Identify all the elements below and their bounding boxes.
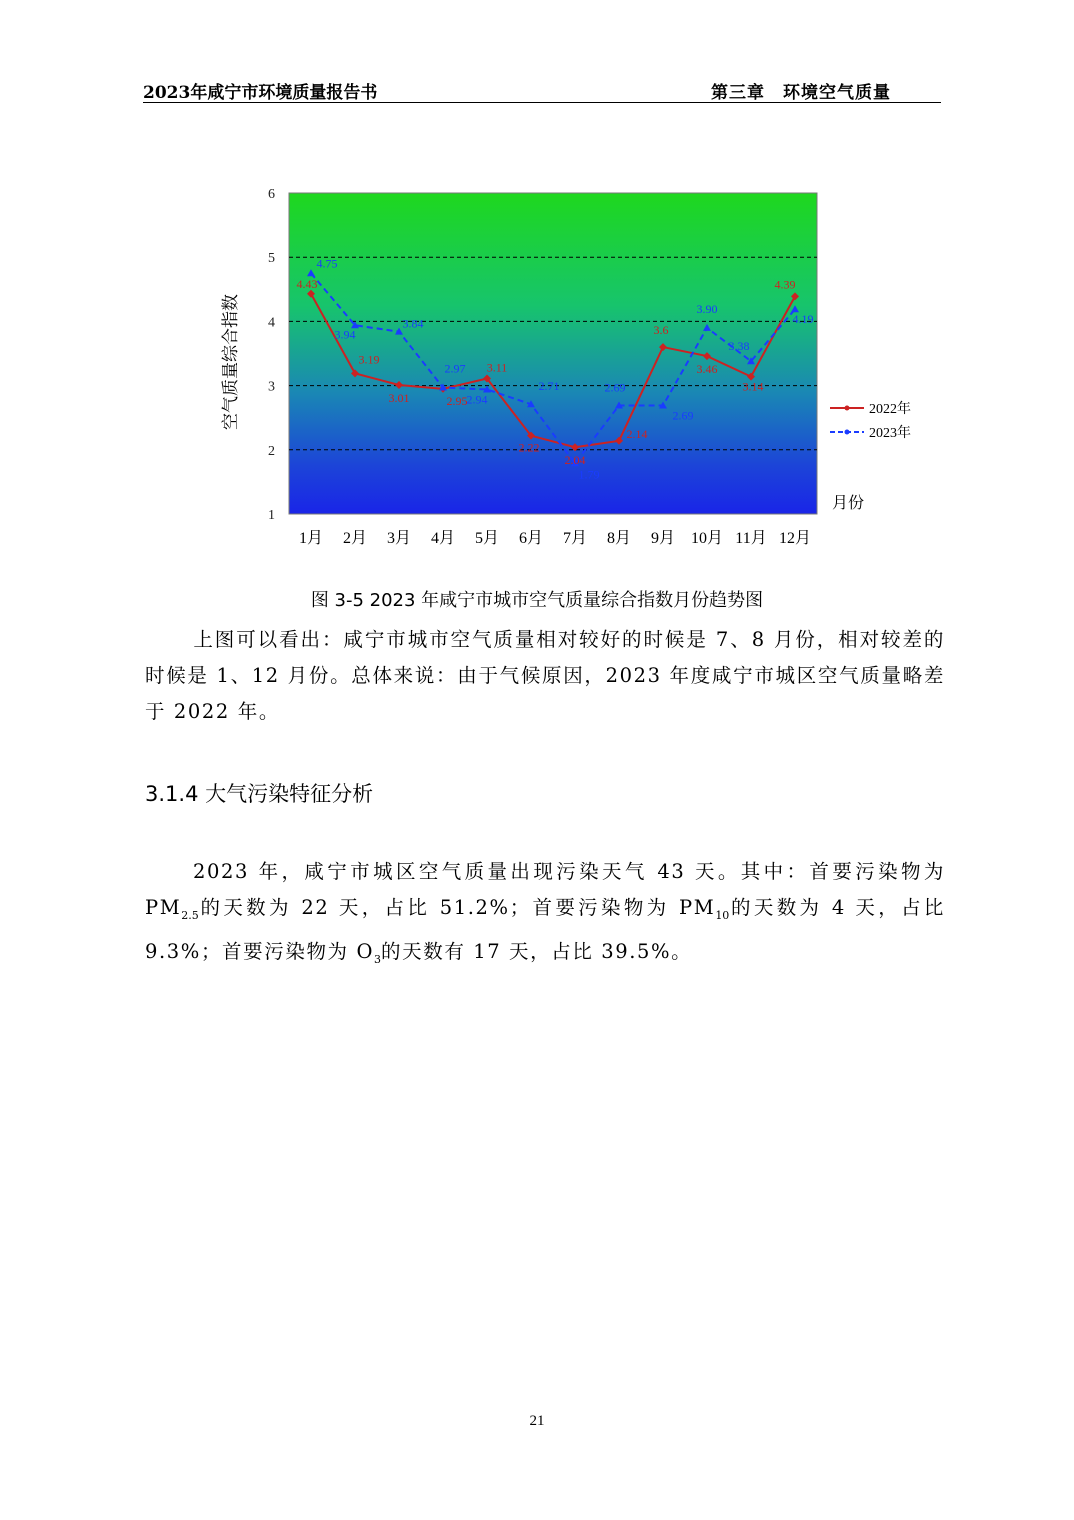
data-label: 4.75	[316, 256, 338, 271]
data-label: 3.11	[486, 360, 508, 375]
x-axis-ticks	[299, 529, 811, 547]
figure-caption: 图 3-5 2023 年咸宁市城市空气质量综合指数月份趋势图	[310, 590, 764, 611]
data-label: 3.84	[402, 316, 424, 331]
x-tick-label: 5月	[474, 530, 500, 547]
data-label: 3.90	[696, 301, 718, 316]
data-label: 2.69	[604, 380, 626, 395]
data-label: 2.97	[444, 361, 466, 376]
page-header	[143, 74, 941, 103]
data-label: 3.01	[388, 390, 410, 405]
x-tick-label: 11月	[735, 530, 767, 547]
header-chapter-title: 环境空气质量	[783, 83, 891, 103]
y-tick-label: 4	[268, 315, 275, 331]
data-label: 3.14	[742, 379, 764, 394]
x-tick-label: 12月	[778, 530, 812, 547]
x-tick-label: 8月	[606, 530, 632, 547]
legend-marker	[845, 430, 850, 435]
page-number: 21	[529, 1413, 545, 1429]
y-axis-label: 空气质量综合指数	[221, 294, 240, 430]
x-tick-label: 10月	[690, 530, 724, 547]
pm25-subscript: 2.5	[181, 908, 199, 922]
data-label: 4.19	[792, 312, 814, 327]
data-label: 2.71	[538, 379, 560, 394]
data-label: 1.79	[578, 467, 600, 482]
x-tick-label: 1月	[298, 530, 324, 547]
data-label: 3.46	[696, 362, 718, 377]
data-label: 3.94	[334, 327, 356, 342]
data-label: 3.38	[728, 339, 750, 354]
data-label: 3.6	[653, 323, 669, 338]
x-tick-label: 3月	[386, 530, 412, 547]
header-report-title: 2023年咸宁市环境质量报告书	[143, 83, 378, 103]
data-label: 4.39	[774, 277, 796, 292]
legend-marker	[845, 406, 850, 411]
data-label: 2.69	[672, 408, 694, 423]
aqi-trend-chart	[200, 172, 911, 557]
data-label: 3.19	[358, 352, 380, 367]
paragraph-chart-summary-text: 上图可以看出：咸宁市城市空气质量相对较好的时候是 7、8 月份，相对较差的时候是 1、12 月份。总体来说：由于气候原因，2023 年度咸宁市城区空气质量略差于 2022 年。	[145, 628, 945, 723]
paragraph-chart-summary	[145, 622, 945, 730]
header-chapter	[711, 78, 891, 103]
legend-label: 2023年	[869, 426, 911, 441]
data-label: 2.95	[446, 393, 468, 408]
x-tick-label: 9月	[650, 530, 676, 547]
data-label: 2.04	[564, 453, 586, 468]
x-tick-label: 4月	[430, 530, 456, 547]
data-label: 4.43	[296, 276, 318, 291]
data-label: 2.22	[518, 440, 540, 455]
y-tick-label: 5	[268, 251, 275, 267]
section-heading: 3.1.4 大气污染特征分析	[145, 782, 374, 806]
pm10-subscript: 10	[715, 908, 730, 922]
chart-legend	[830, 400, 911, 441]
y-tick-label: 1	[268, 508, 275, 523]
x-tick-label: 7月	[562, 530, 588, 547]
legend-label: 2022年	[869, 402, 911, 417]
x-axis-label: 月份	[832, 495, 865, 512]
paragraph-pollution	[145, 854, 945, 978]
y-tick-label: 3	[268, 379, 275, 395]
y-tick-label: 2	[268, 443, 275, 459]
paragraph-pollution-part3: 的天数为 4 天，占比 9.3%；首要污染物为 O	[145, 896, 945, 963]
paragraph-pollution-part2: 的天数为 22 天，占比 51.2%；首要污染物为 PM	[198, 896, 716, 919]
header-chapter-number: 第三章	[711, 83, 765, 103]
data-label: 2.94	[466, 392, 488, 407]
data-label: 2.14	[626, 426, 648, 441]
x-tick-label: 2月	[342, 530, 368, 547]
y-axis-ticks	[268, 187, 275, 523]
y-tick-label: 6	[268, 187, 275, 202]
o3-subscript: 3	[374, 952, 382, 966]
paragraph-pollution-part4: 的天数有 17 天，占比 39.5%。	[381, 939, 693, 963]
x-tick-label: 6月	[518, 530, 544, 547]
paragraph-pollution-part1: 2023 年，咸宁市城区空气质量出现污染天气 43 天。其中：首要污染物为 PM	[145, 860, 945, 919]
